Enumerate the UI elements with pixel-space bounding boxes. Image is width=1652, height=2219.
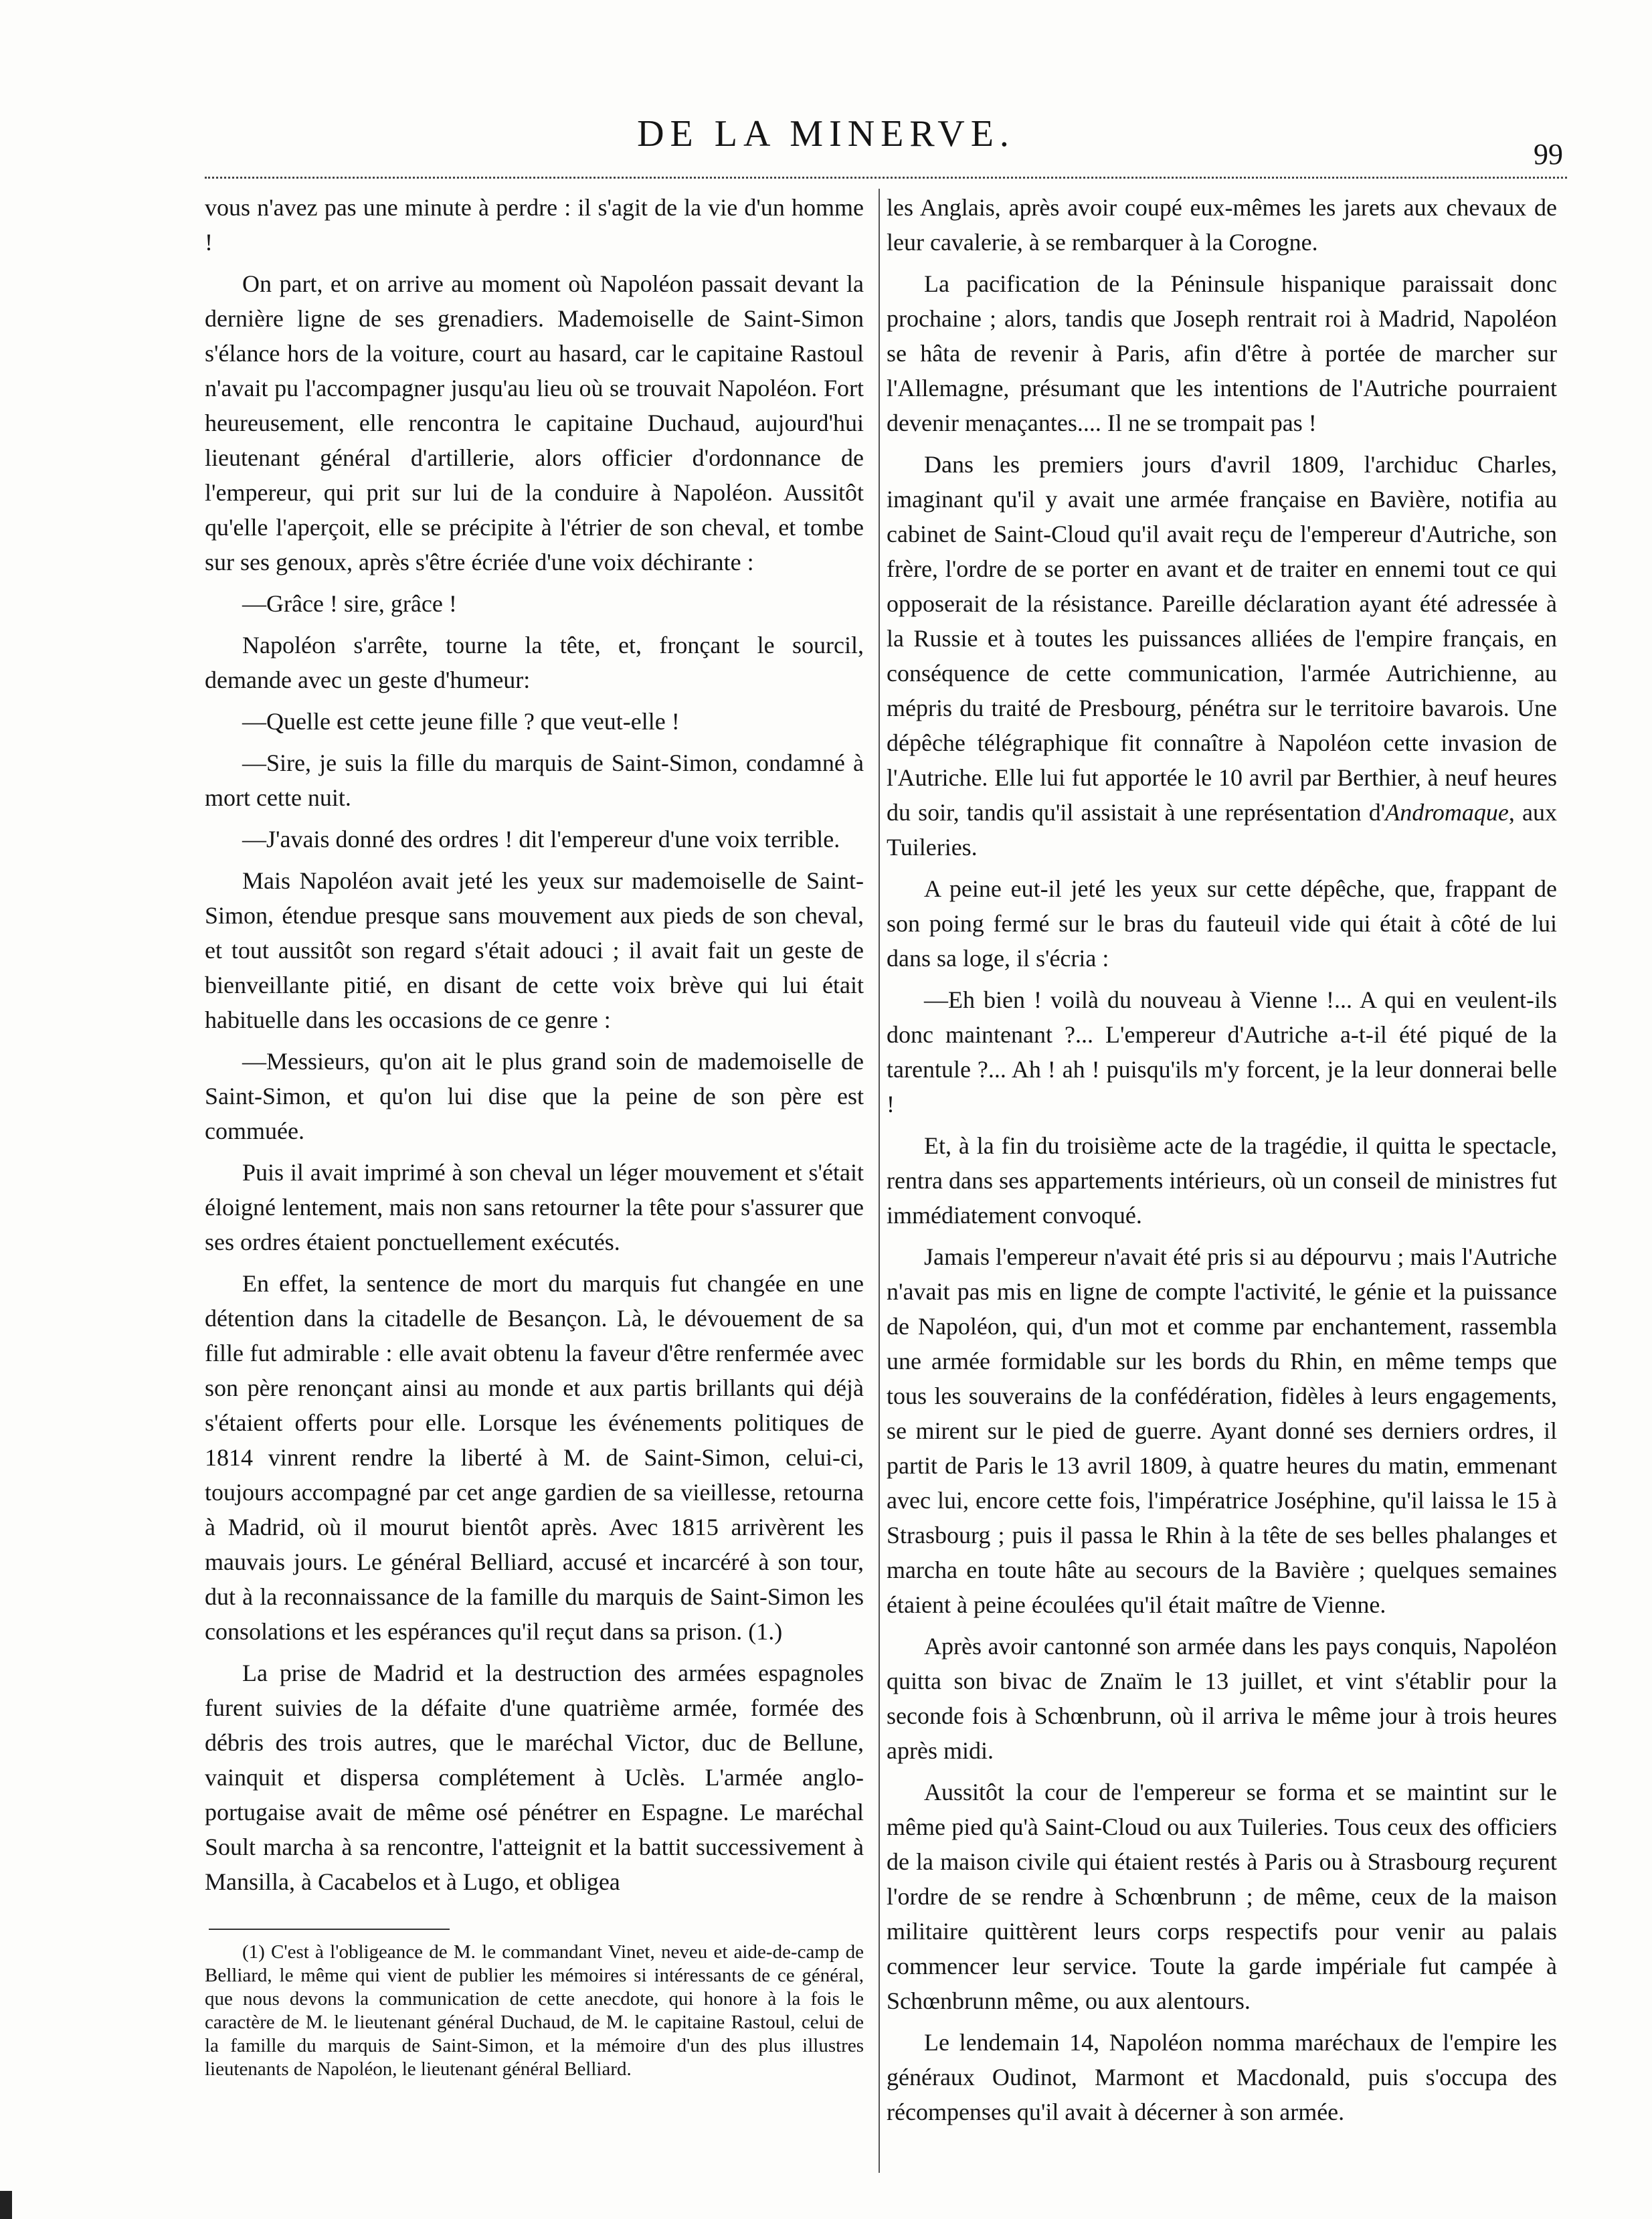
paragraph: Le lendemain 14, Napoléon nomma maréchaux de l'empire les généraux Oudinot, Marmont et Macdonald, puis s'occupa des récompenses qu'il avait à décerner à son armée. (887, 2029, 1557, 2125)
right-column (887, 190, 1557, 2136)
paragraph: Mais Napoléon avait jeté les yeux sur mademoiselle de Saint-Simon, étendue presque sans mouvement aux pieds de son cheval, et tout aussitôt son regard s'était adouci ; il avait fait un geste de bienveillante pitié, en disant de cette voix brève qui lui était habituelle dans les occasions de ce genre : (205, 867, 864, 1033)
paragraph: La prise de Madrid et la destruction des armées espagnoles furent suivies de la défaite d'une quatrième armée, formée des débris des trois autres, que le maréchal Victor, duc de Bellune, vainquit et dispersa complétement à Uclès. L'armée anglo-portugaise avait de même osé pénétrer en Espagne. Le maréchal Soult marcha à sa rencontre, l'atteignit et la battit successivement à Mansilla, à Cacabelos et à Lugo, et obligea (205, 1660, 864, 1895)
paragraph: vous n'avez pas une minute à perdre : il s'agit de la vie d'un homme ! (205, 194, 864, 256)
paragraph: les Anglais, après avoir coupé eux-mêmes les jarets aux chevaux de leur cavalerie, à se rembarquer à la Corogne. (887, 194, 1557, 256)
paragraph-tail: , aux Tuileries. (887, 799, 1557, 861)
scan-edge-mark (0, 2191, 12, 2219)
paragraph: Jamais l'empereur n'avait été pris si au dépourvu ; mais l'Autriche n'avait pas mis en ligne de compte l'activité, le génie et la puissance de Napoléon, qui, d'un mot et comme par enchantement, rassembla une armée formidable sur les bords du Rhin, en même temps que tous les souverains de la confédération, fidèles à leurs engagements, se mirent sur le pied de guerre. Ayant donné ses derniers ordres, il partit de Paris le 13 avril 1809, à quatre heures du matin, emmenant avec lui, encore cette fois, l'impératrice Joséphine, qu'il laissa le 15 à Strasbourg ; puis il passa le Rhin à la tête de ses belles phalanges et marcha en toute hâte au secours de la Bavière ; quelques semaines étaient à peine écoulées qu'il était maître de Vienne. (887, 1243, 1557, 1618)
paragraph (887, 447, 1557, 865)
paragraph: —Messieurs, qu'on ait le plus grand soin de mademoiselle de Saint-Simon, et qu'on lui dise que la peine de son père est commuée. (205, 1048, 864, 1144)
paragraph: —Sire, je suis la fille du marquis de Saint-Simon, condamné à mort cette nuit. (205, 749, 864, 811)
paragraph: La pacification de la Péninsule hispanique paraissait donc prochaine ; alors, tandis que Joseph rentrait roi à Madrid, Napoléon se hâta de revenir à Paris, afin d'être à portée de marcher sur l'Allemagne, présumant que les intentions de l'Autriche pourraient devenir menaçantes.... Il ne se trompait pas ! (887, 270, 1557, 436)
footnote (205, 1941, 864, 2081)
paragraph: —J'avais donné des ordres ! dit l'empereur d'une voix terrible. (242, 826, 840, 853)
paragraph: —Grâce ! sire, grâce ! (242, 590, 457, 617)
running-head: DE LA MINERVE. (637, 113, 1015, 155)
paragraph: On part, et on arrive au moment où Napoléon passait devant la dernière ligne de ses grenadiers. Mademoiselle de Saint-Simon s'élance hors de la voiture, court au hasard, car le capitaine Rastoul n'avait pu l'accompagner jusqu'au lieu où se trouvait Napoléon. Fort heureusement, elle rencontra le capitaine Duchaud, aujourd'hui lieutenant général d'artillerie, alors officier d'ordonnance de l'empereur, qui prit sur lui de la conduire à Napoléon. Aussitôt qu'elle l'aperçoit, elle se précipite à l'étrier de son cheval, et tombe sur ses genoux, après s'être écriée d'une voix déchirante : (205, 270, 864, 575)
paragraph: Aussitôt la cour de l'empereur se forma et se maintint sur le même pied qu'à Saint-Cloud ou aux Tuileries. Tous ceux des officiers de la maison civile qui étaient restés à Paris ou à Strasbourg reçurent l'ordre de se rendre à Schœnbrunn ; de même, ceux de la maison militaire quittèrent leurs corps respectifs pour venir au palais commencer leur service. Toute la garde impériale fut campée à Schœnbrunn même, ou aux alentours. (887, 1779, 1557, 2014)
paragraph: Et, à la fin du troisième acte de la tragédie, il quitta le spectacle, rentra dans ses appartements intérieurs, où un conseil de ministres fut immédiatement convoqué. (887, 1132, 1557, 1229)
paragraph: —Quelle est cette jeune fille ? que veut-elle ! (242, 708, 680, 735)
page-number: 99 (1534, 138, 1563, 171)
paragraph: En effet, la sentence de mort du marquis fut changée en une détention dans la citadelle de Besançon. Là, le dévouement de sa fille fut admirable : elle avait obtenu la faveur d'être renfermée avec son père renonçant ainsi au monde et aux partis brillants qui déjà s'étaient offerts pour elle. Lorsque les événements politiques de 1814 vinrent rendre la liberté à M. de Saint-Simon, celui-ci, toujours accompagné par cet ange gardien de sa vieillesse, retourna à Madrid, où il mourut bientôt après. Avec 1815 arrivèrent les mauvais jours. Le général Belliard, accusé et incarcéré à son tour, dut à la reconnaissance de la famille du marquis de Saint-Simon les consolations et les espérances qu'il reçut dans sa prison. (1.) (205, 1270, 864, 1645)
paragraph: Puis il avait imprimé à son cheval un léger mouvement et s'était éloigné lentement, mais non sans retourner la tête pour s'assurer que ses ordres étaient ponctuellement exécutés. (205, 1159, 864, 1255)
paragraph-text: Dans les premiers jours d'avril 1809, l'archiduc Charles, imaginant qu'il y avait une armée française en Bavière, notifia au cabinet de Saint-Cloud qu'il avait reçu de l'empereur d'Autriche, son frère, l'ordre de se porter en avant et de traiter en ennemi tout ce qui opposerait de la résistance. Pareille déclaration ayant été adressée à la Russie et à toutes les puissances alliées de l'empire français, en conséquence de cette communication, l'armée Autrichienne, au mépris du traité de Presbourg, pénétra sur le territoire bavarois. Une dépêche télégraphique fit connaître à Napoléon cette invasion de l'Autriche. Elle lui fut apportée le 10 avril par Berthier, à neuf heures du soir, tandis qu'il assistait à une représentation d' (887, 451, 1557, 826)
paragraph: —Eh bien ! voilà du nouveau à Vienne !... A qui en veulent-ils donc maintenant ?... L'empereur d'Autriche a-t-il été piqué de la tarentule ?... Ah ! ah ! puisqu'ils m'y forcent, je la leur donnerai belle ! (887, 986, 1557, 1118)
footnote-text: (1) C'est à l'obligeance de M. le commandant Vinet, neveu et aide-de-camp de Belliard, le même qui vient de publier les mémoires si intéressants de ce général, que nous devons la communication de cette anecdote, qui honore à la fois le caractère de M. le lieutenant général Duchaud, de M. le capitaine Rastoul, celui de la famille du marquis de Saint-Simon, et la mémoire d'un des plus illustres lieutenants de Napoléon, le lieutenant général Belliard. (205, 1941, 864, 2080)
paragraph: Après avoir cantonné son armée dans les pays conquis, Napoléon quitta son bivac de Znaïm le 13 juillet, et vint s'établir pour la seconde fois à Schœnbrunn, où il arriva le même jour à trois heures après midi. (887, 1633, 1557, 1764)
header-rule (205, 177, 1567, 187)
paragraph: A peine eut-il jeté les yeux sur cette dépêche, que, frappant de son poing fermé sur le bras du fauteuil vide qui était à côté de lui dans sa loge, il s'écria : (887, 875, 1557, 972)
footnote-rule (209, 1929, 450, 1930)
play-title: Andromaque (1385, 799, 1509, 826)
paragraph: Napoléon s'arrête, tourne la tête, et, fronçant le sourcil, demande avec un geste d'humeur: (205, 632, 864, 693)
column-divider (879, 189, 880, 2173)
left-column (205, 190, 864, 2081)
